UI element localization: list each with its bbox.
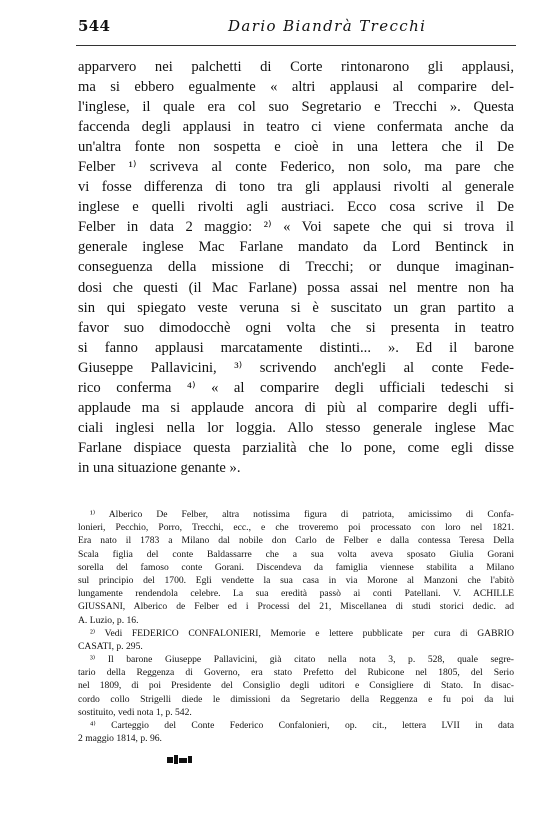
text-line: vi fosse differenza di tono tra gli applausi rivolti al generale [78,179,514,196]
text-line: Giuseppe Pallavicini, ³⁾ scrivendo anch'egli al conte Fede- [78,359,514,376]
running-head: Dario Biandrà Trecchi [228,17,427,35]
text-line: generale inglese Mac Farlane mandato da Lord Bentinck in [78,239,514,256]
footnote-line: Era nato il 1783 a Milano dal nobile don Carlo de Felber e dalla contessa Teresa Della [78,535,514,547]
footnote-line: GIUSSANI, Alberico de Felber ed i Processi del 21, Miscellanea di studi storici dedic. ad [78,601,514,613]
text-line: Farlane dispiace questa parzialità che lo pone, come egli disse [78,439,514,456]
footnote-line: 2 maggio 1814, p. 96. [78,733,162,745]
text-line: in una situazione genante ». [78,459,241,476]
footnote-line: ¹⁾ Alberico De Felber, altra notissima figura di patriota, amicissimo di Confa- [90,509,514,520]
footnote-line: ²⁾ Vedi FEDERICO CONFALONIERI, Memorie e lettere pubblicate per cura di GABRIO [90,627,514,639]
text-line: apparvero nei palchetti di Corte rintonarono gli applausi, [78,59,514,75]
footnote-line: sostituito, vedi nota 1, p. 542. [78,706,192,718]
text-line: conseguenza della missione di Trecchi; or dunque imaginan- [78,259,514,276]
footnote-line: A. Luzio, p. 16. [78,614,139,626]
text-line: rico conferma ⁴⁾ « al comparire degli ufficiali tedeschi si [78,379,514,396]
text-line: ciali inglesi nella lor loggia. Allo stesso generale inglese Mac [78,419,514,436]
footnote-line: ⁴⁾ Carteggio del Conte Federico Confalonieri, op. cit., lettera LVII in data [90,720,514,731]
footnotes [78,508,514,745]
footnote-line: sul principio del 1700. Egli vendette la sua casa in via Morone al Manzoni che l'abitò [78,574,514,586]
footnote-line: sorella del famoso conte Gorani. Discendeva da famiglia viennese stabilita a Milano [78,561,514,573]
text-line: applaude ma si applaude ancora di più al comparire degli uffi- [78,399,514,416]
page-number: 544 [78,17,111,35]
text-line: un'altra fonte non sospetta e cioè in una lettera che il De [78,139,514,156]
text-line: Felber ¹⁾ scriveva al conte Federico, non solo, ma pare che [78,159,514,176]
footnote-line: tario della Reggenza di Governo, era stato Prefetto del Rubicone nel 1805, del Serio [78,667,514,679]
footnote-line: lungamente rendendola celebre. La sua eredità passò ai conti Patellani. V. ACHILLE [78,588,514,600]
ink-smudge [167,755,193,764]
text-line: l'inglese, il quale era col suo Segretario e Trecchi ». Questa [78,99,514,116]
footnote-line: nel 1809, di poi Presidente del Consiglio degli uditori e Consigliere di Stato. In disac- [78,680,514,692]
text-line: ma si ebbero egualmente « altri applausi al comparire del- [78,79,514,96]
footnote-line: cordo collo Strigelli diede le dimissioni da Segretario della Reggenza e fu poi da lui [78,693,514,705]
footnote-line: ³⁾ Il barone Giuseppe Pallavicini, già citato nella nota 3, p. 528, quale segre- [90,654,514,666]
text-line: si fanno applausi marcatamente distinti... ». Ed il barone [78,339,514,356]
header-rule [76,45,516,46]
text-line: favor suo dimodocchè ogni volta che si presenta in teatro [78,319,514,336]
text-line: faccenda degli applausi in teatro ci viene confermata anche da [78,119,514,136]
text-line: sin qui spiegato veste veruna si è suscitato un gran partito a [78,299,514,316]
footnote-line: Scala figlia del conte Baldassarre che a sua volta aveva sposato Giulia Gorani [78,548,514,560]
text-line: dosi che questi (il Mac Farlane) possa assai nel mentre non ha [78,279,514,296]
text-line: Felber in data 2 maggio: ²⁾ « Voi sapete che qui si trova il [78,219,514,236]
footnote-line: CASATI, p. 295. [78,640,143,652]
main-text [78,57,514,478]
text-line: inglese e quelli rivolti agli austriaci. Ecco cosa scrive il De [78,199,514,216]
page-header [78,17,516,37]
footnote-line: lonieri, Pecchio, Porro, Trecchi, ecc., e che troveremo poi processato con loro nel 1821. [78,522,514,534]
